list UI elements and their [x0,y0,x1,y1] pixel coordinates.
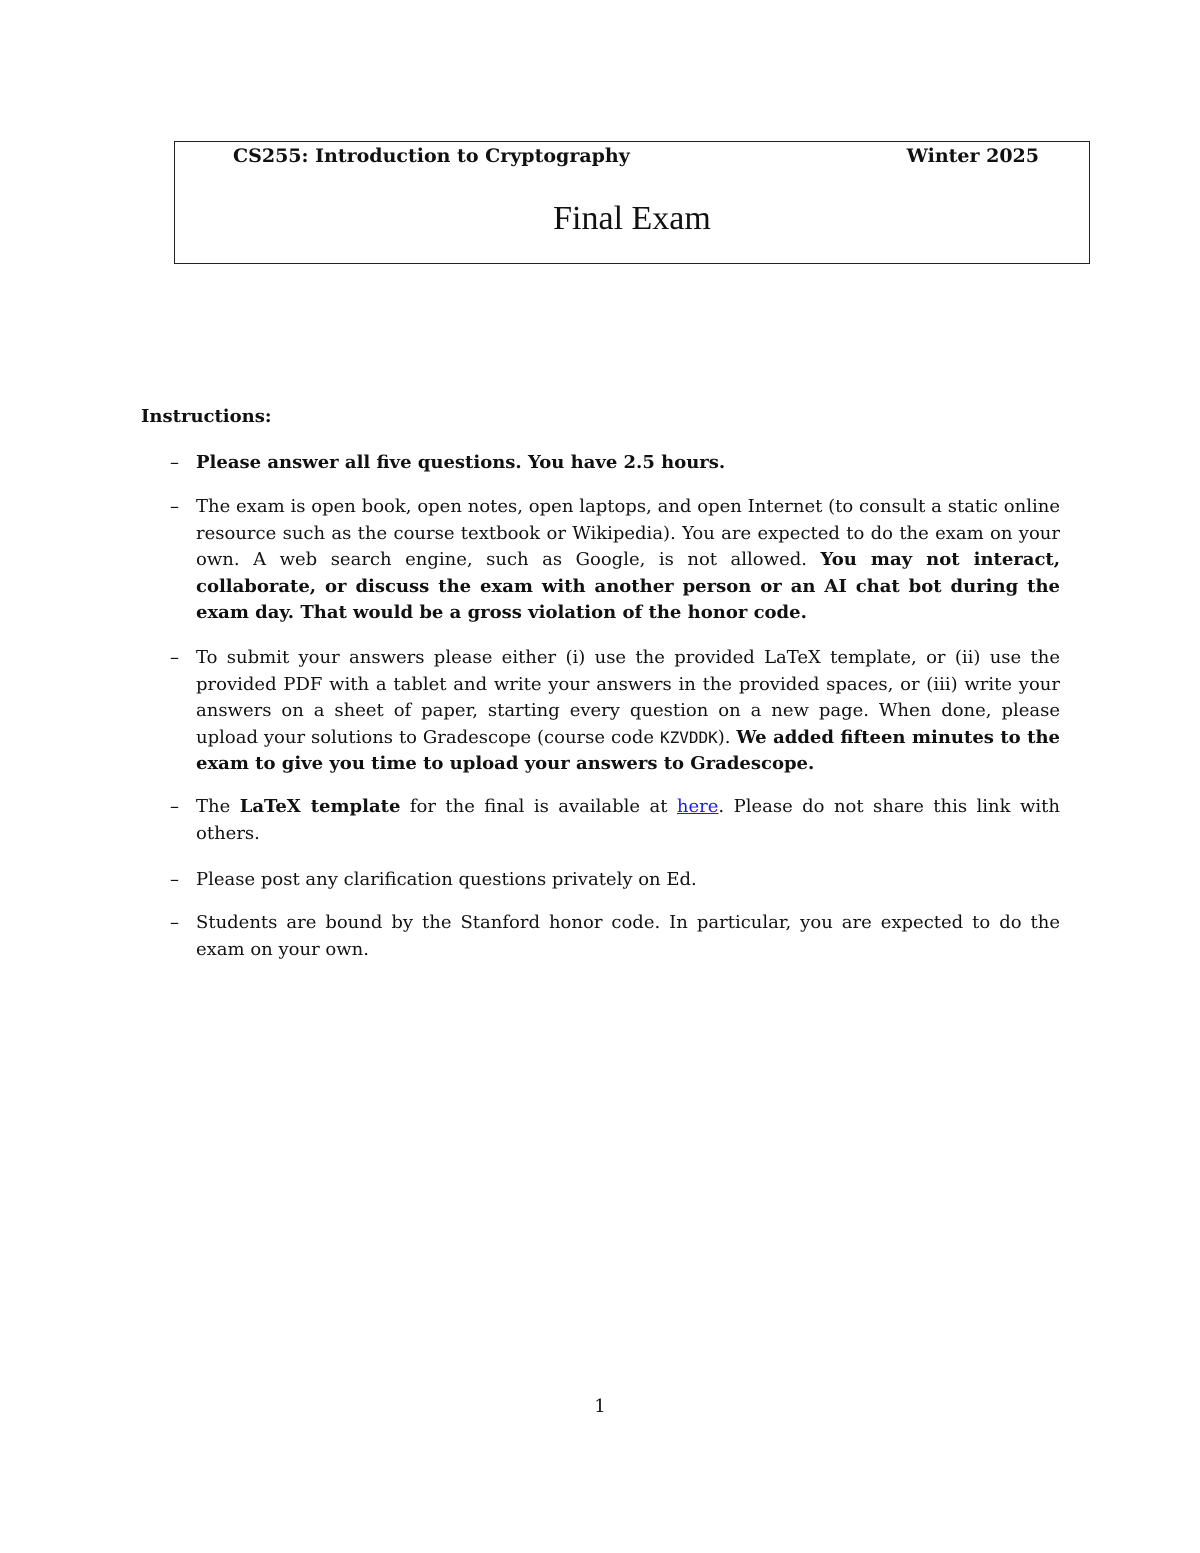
instruction-item-1 [170,450,1060,477]
instruction-item-5 [170,867,1060,894]
header-box [174,141,1090,264]
instruction-2-bold: You may not interact, collaborate, or discuss the exam with another person or an AI chat bot during the exam day. That would be a gross violation of the honor code. [196,549,1060,623]
course-name: CS255: Introduction to Cryptography [233,145,630,167]
exam-title: Final Exam [553,200,711,237]
template-link[interactable]: here [676,796,719,817]
instruction-1-bold: Please answer all five questions. You have 2.5 hours. [196,452,726,473]
instruction-6-text: Students are bound by the Stanford honor code. In particular, you are expected to do the exam on your own. [196,912,1060,960]
instruction-3-text: To submit your answers please either (i) use the provided LaTeX template, or (ii) use the provided PDF with a tablet and write your answers in the provided spaces, or (iii) write your answers on a sheet of paper, starting every question on a new page. When done, please upload your solutions to Gradescope (course code [196,647,1060,748]
instruction-3-text-after: ). [717,726,731,748]
instruction-4-text: The [196,796,231,817]
instruction-5-text: Please post any clarification questions privately on Ed. [196,869,697,890]
instruction-3-bold: We added fifteen minutes to the exam to give you time to upload your answers to Gradescope. [196,726,1060,774]
list-dash: – [170,869,179,890]
instruction-item-4 [170,794,1060,847]
course-code: KZVDDK [659,727,718,747]
instruction-2-text: The exam is open book, open notes, open laptops, and open Internet (to consult a static online resource such as the course textbook or Wikipedia). You are expected to do the exam on your own. A web search engine, such as Google, is not allowed. [196,496,1060,570]
page-number: 1 [594,1396,606,1417]
list-dash: – [170,796,179,817]
instruction-item-3 [170,645,1060,778]
list-dash: – [170,647,179,668]
list-dash: – [170,496,179,517]
list-dash: – [170,452,179,473]
instruction-item-6 [170,910,1060,963]
latex-template-label: LaTeX template [239,796,401,817]
instruction-4-text-middle: for the final is available at [409,796,668,817]
term: Winter 2025 [906,145,1039,167]
instructions-heading: Instructions: [141,406,272,427]
instruction-4-text-after: . Please do not share this link with others. [196,796,1060,844]
list-dash: – [170,912,179,933]
instruction-item-2 [170,494,1060,627]
